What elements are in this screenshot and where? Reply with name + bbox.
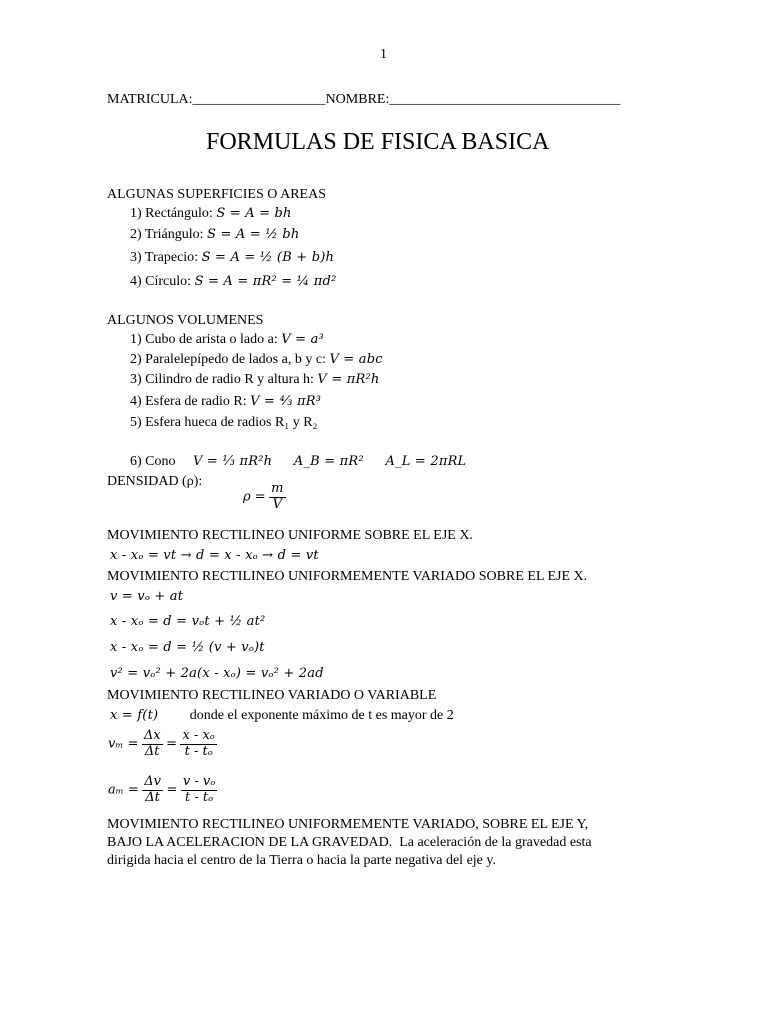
volumes-heading: ALGUNOS VOLUMENES [107, 313, 264, 328]
volume-formula: V = a³ [281, 332, 324, 347]
volume-item-cone: 6) Cono V = ⅓ πR²h A_B = πR² A_L = 2πRL [130, 454, 467, 469]
mean-acceleration-formula: aₘ = $\frac{\Delta v}{\Delta t}$ = $\frac{\text{v - vₒ}}{\text{t - tₒ}}$ [108, 774, 216, 805]
mrv-formula: x = f(t) [110, 708, 159, 723]
volume-item-parallelepiped: 2) Paralelepípedo de lados a, b y c: V = abc [130, 352, 383, 367]
gravity-line-3: dirigida hacia el centro de la Tierra o hacia la parte negativa del eje y. [107, 853, 496, 868]
mruv-formula-average: x - xₒ = d = ½ (v + vₒ)t [110, 640, 265, 655]
volume-formula: V = abc [329, 352, 383, 367]
area-item-rectangle: 1) Rectángulo: S = A = bh [130, 206, 292, 221]
gravity-line-2: BAJO LA ACELERACION DE LA GRAVEDAD. La aceleración de la gravedad esta [107, 835, 592, 850]
volume-item-hollow-sphere: 5) Esfera hueca de radios R₁ y R₂ [130, 415, 318, 430]
area-item-triangle: 2) Triángulo: S = A = ½ bh [130, 227, 300, 242]
area-formula: S = A = πR² = ¼ πd² [194, 274, 337, 289]
mruv-formula-velocity: v = vₒ + at [110, 589, 184, 604]
mruv-heading: MOVIMIENTO RECTILINEO UNIFORMEMENTE VARIADO SOBRE EL EJE X. [107, 569, 588, 584]
volume-item-sphere: 4) Esfera de radio R: V = ⁴⁄₃ πR³ [130, 394, 322, 409]
volume-item-cylinder: 3) Cilindro de radio R y altura h: V = πR²h [130, 372, 380, 387]
page-title: FORMULAS DE FISICA BASICA [206, 129, 550, 155]
mru-heading: MOVIMIENTO RECTILINEO UNIFORME SOBRE EL EJE X. [107, 528, 473, 543]
student-info-line [107, 92, 620, 109]
area-formula: S = A = ½ (B + b)h [201, 250, 335, 265]
area-item-circle: 4) Círculo: S = A = πR² = ¼ πd² [130, 274, 337, 289]
page-number: 1 [380, 47, 387, 62]
areas-heading: ALGUNAS SUPERFICIES O AREAS [107, 187, 326, 202]
volume-formula: V = ⅓ πR²h A_B = πR² A_L = 2πRL [193, 454, 467, 469]
volume-formula: V = πR²h [317, 372, 380, 387]
area-item-trapezoid: 3) Trapecio: S = A = ½ (B + b)h [130, 250, 335, 265]
mruv-formula-position: x - xₒ = d = vₒt + ½ at² [110, 614, 266, 629]
volume-formula: V = ⁴⁄₃ πR³ [250, 394, 322, 409]
mrv-note: donde el exponente máximo de t es mayor de 2 [189, 708, 454, 723]
gravity-line-1: MOVIMIENTO RECTILINEO UNIFORMEMENTE VARIADO, SOBRE EL EJE Y, [107, 817, 589, 832]
nombre-field: NOMBRE:_________________________________ [325, 92, 621, 107]
mru-formula: x - xₒ = vt → d = x - xₒ → d = vt [110, 548, 319, 563]
mrv-formula-line [110, 708, 454, 725]
mean-velocity-formula: vₘ = $\frac{\Delta x}{\Delta t}$ = $\frac{\text{x - xₒ}}{\text{t - tₒ}}$ [108, 728, 215, 759]
density-formula: ρ = $\frac{m}{V}$ [243, 481, 284, 512]
area-formula: S = A = ½ bh [207, 227, 300, 242]
area-formula: S = A = bh [216, 206, 292, 221]
matricula-field: MATRICULA:___________________ [107, 92, 326, 107]
density-heading: DENSIDAD (ρ): [107, 474, 203, 489]
volume-item-cube: 1) Cubo de arista o lado a: V = a³ [130, 332, 324, 347]
mruv-formula-timeless: v² = vₒ² + 2a(x - xₒ) = vₒ² + 2ad [110, 666, 324, 681]
mrv-heading: MOVIMIENTO RECTILINEO VARIADO O VARIABLE [107, 688, 437, 703]
